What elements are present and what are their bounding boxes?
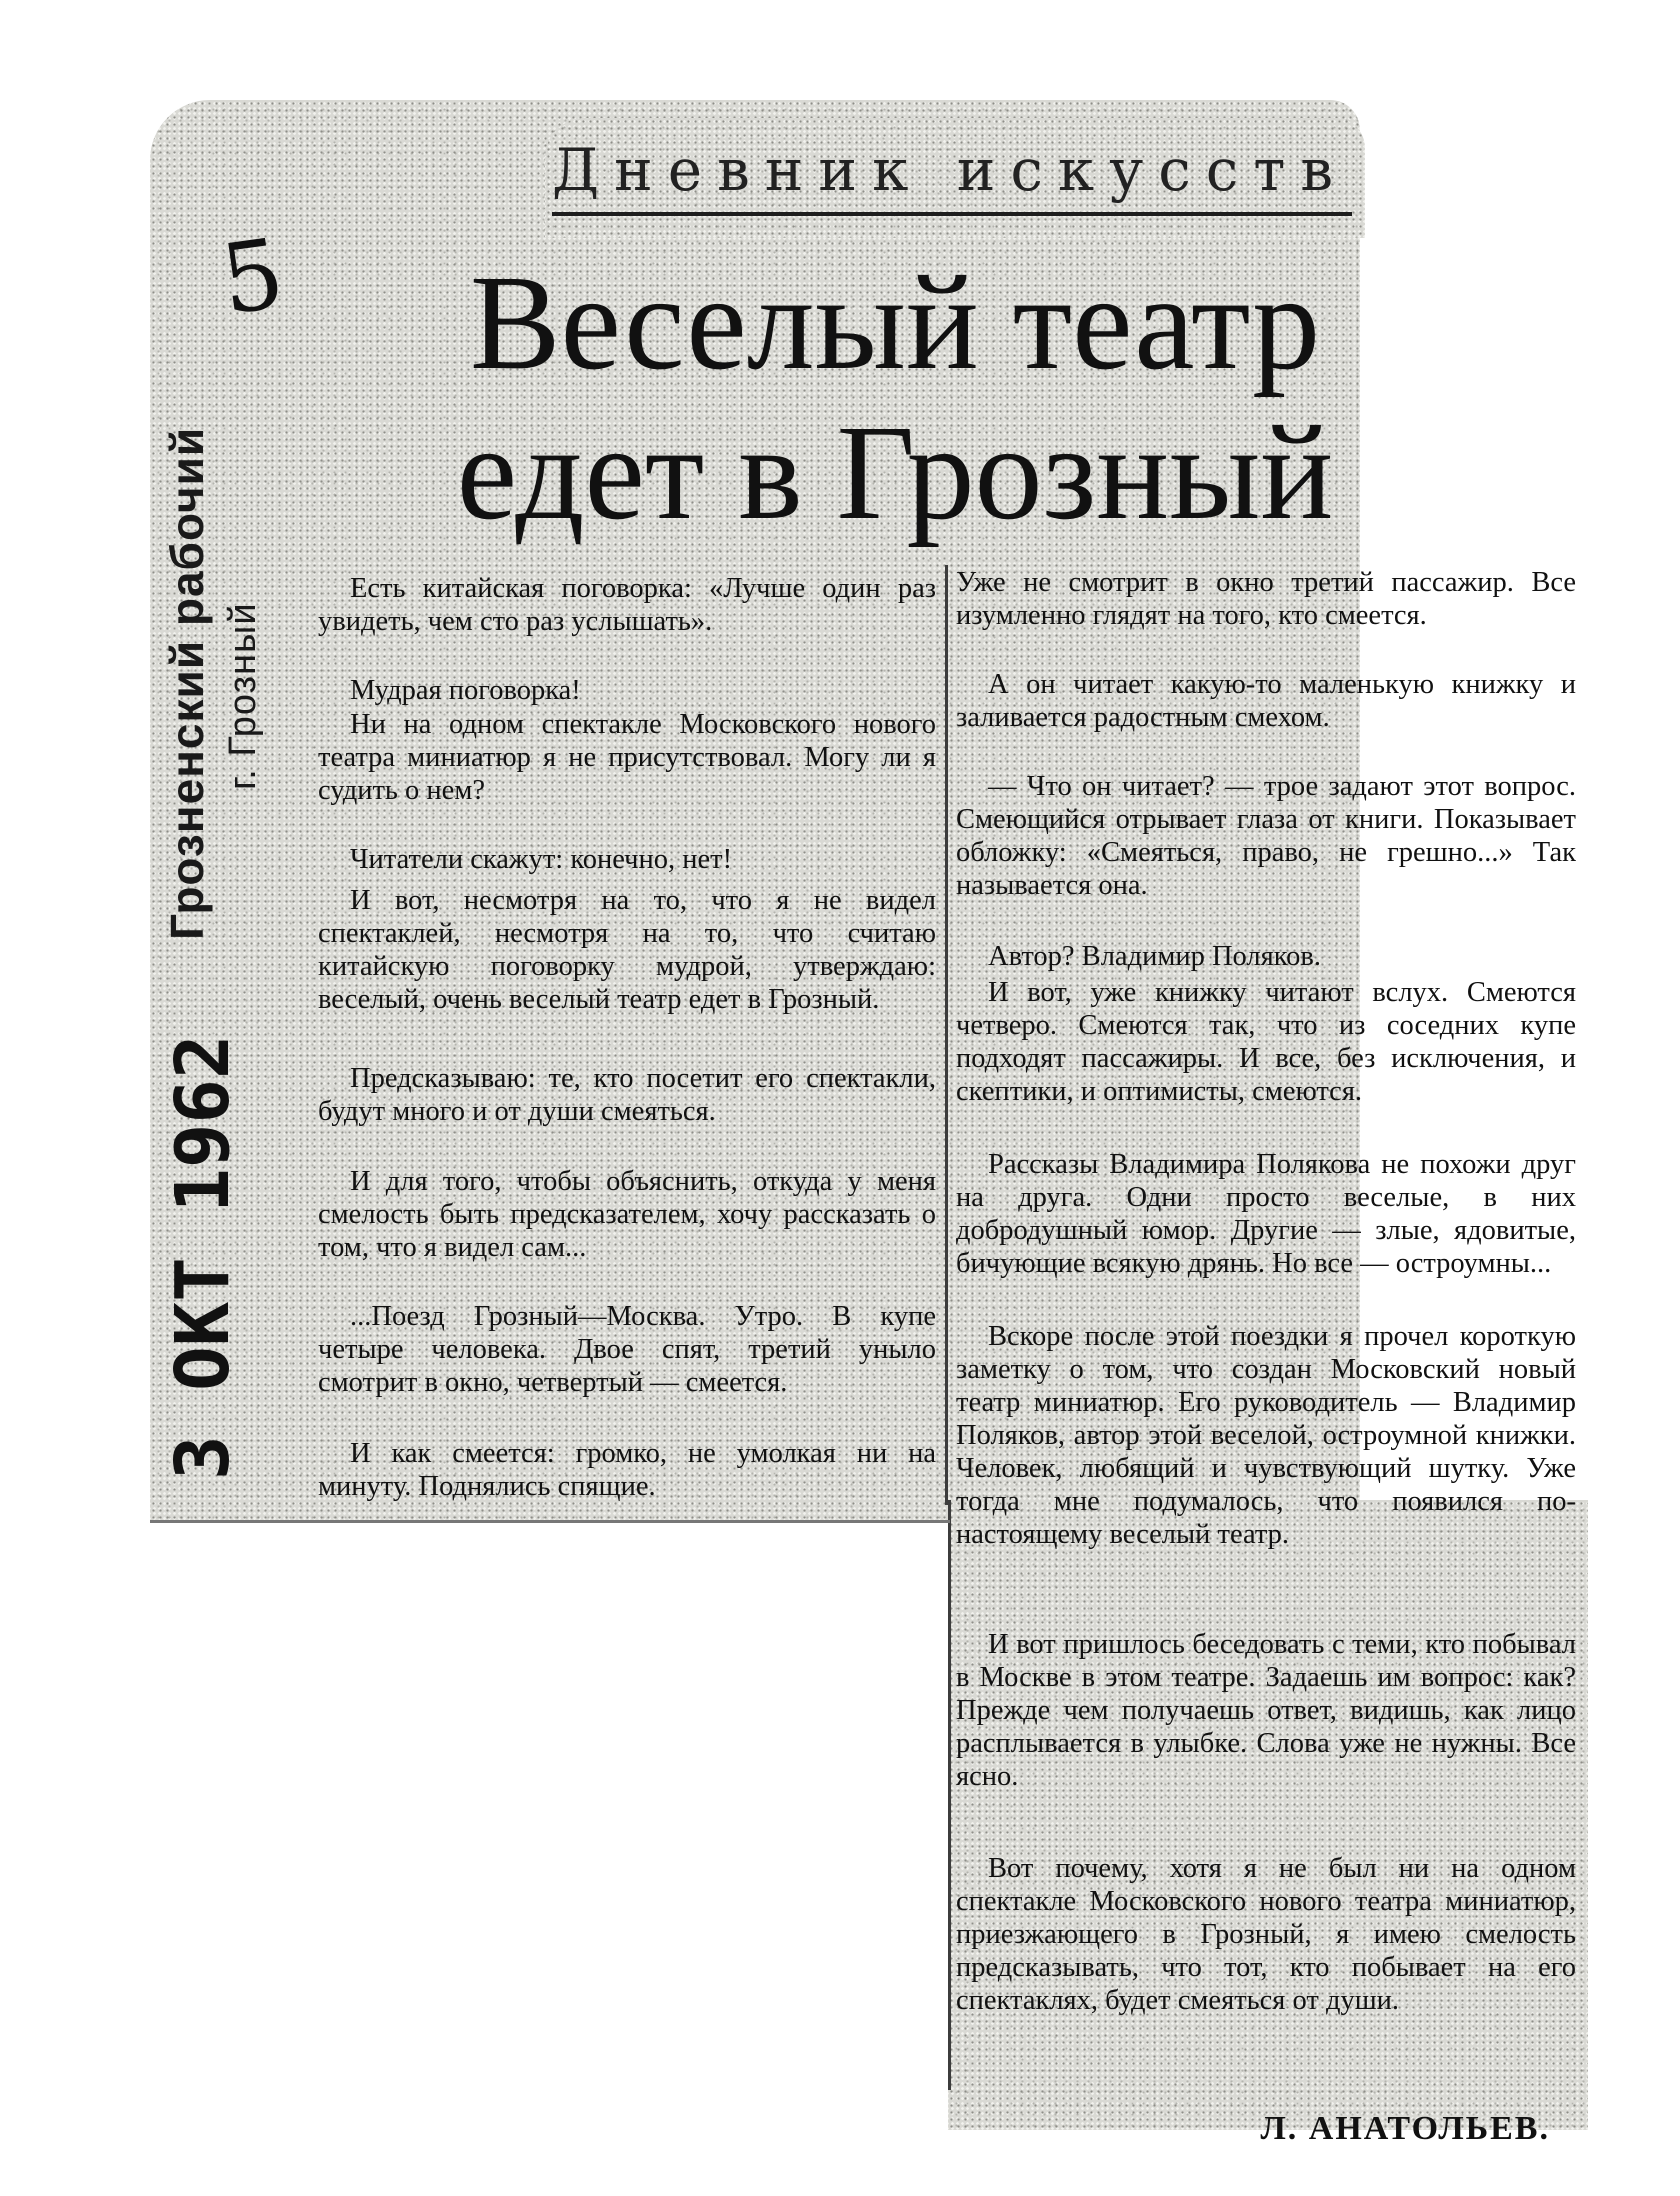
right-paragraph-7: Вскоре после этой поездки я прочел короткую заметку о том, что создан Московский новый театр миниатюр. Его руководитель — Владимир Поляков, автор этой веселой, остроумной книжки. Человек, любящий и чувствующий шутку. Уже тогда мне подумалось, что появился по-настоящему веселый театр. xyxy=(956,1321,1576,1550)
left-paragraph-3: Ни на одном спектакле Московского нового театра миниатюр я не присутствовал. Могу ли я судить о нем? xyxy=(318,709,936,806)
author-signature: Л. АНАТОЛЬЕВ. xyxy=(1260,2110,1550,2147)
rubric-underline xyxy=(552,212,1352,216)
left-paragraph-5: И вот, несмотря на то, что я не видел спектаклей, несмотря на то, что считаю китайскую поговорку мудрой, утверждаю: веселый, очень веселый театр едет в Грозный. xyxy=(318,885,936,1015)
left-paragraph-8: ...Поезд Грозный—Москва. Утро. В купе четыре человека. Двое спят, третий уныло смотрит в окно, четвертый — смеется. xyxy=(318,1301,936,1398)
headline-line-1: Веселый театр xyxy=(469,248,1321,398)
clipping-background-tail xyxy=(948,1500,1588,2130)
city-label: г. Грозный xyxy=(222,602,264,790)
right-paragraph-1: Уже не смотрит в окно третий пассажир. Все изумленно глядят на того, кто смеется. xyxy=(956,567,1576,631)
headline-line-2: едет в Грозный xyxy=(456,398,1334,548)
handwritten-number: 5 xyxy=(214,217,291,337)
right-paragraph-4: Автор? Владимир Поляков. xyxy=(988,941,1321,972)
column-divider xyxy=(945,565,948,1505)
section-rubric: Дневник искусств xyxy=(551,136,1348,204)
article-headline xyxy=(330,248,1460,548)
left-paragraph-6: Предсказываю: те, кто посетит его спектакли, будут много и от души смеяться. xyxy=(318,1063,936,1127)
clipping-cut-edge xyxy=(150,1520,950,1523)
right-paragraph-9: Вот почему, хотя я не был ни на одном спектакле Московского нового театра миниатюр, приезжающего в Грозный, я имею смелость предсказывать, что тот, кто побывает на его спектаклях, будет смеяться от души. xyxy=(956,1853,1576,2016)
date-stamp: 3 ОКТ 1962 xyxy=(160,1034,246,1480)
newspaper-name: Грозненский рабочий xyxy=(161,426,213,940)
right-paragraph-2: А он читает какую-то маленькую книжку и заливается радостным смехом. xyxy=(956,669,1576,733)
right-paragraph-3: — Что он читает? — трое задают этот вопрос. Смеющийся отрывает глаза от книги. Показывает обложку: «Смеяться, право, не грешно...» Так называется она. xyxy=(956,771,1576,901)
column-divider-lower xyxy=(948,1500,951,2090)
left-paragraph-4: Читатели скажут: конечно, нет! xyxy=(350,844,733,875)
left-paragraph-2: Мудрая поговорка! xyxy=(350,675,581,706)
left-paragraph-9: И как смеется: громко, не умолкая ни на минуту. Поднялись спящие. xyxy=(318,1438,936,1502)
right-paragraph-8: И вот пришлось беседовать с теми, кто побывал в Москве в этом театре. Задаешь им вопрос: как? Прежде чем получаешь ответ, видишь, как лицо расплывается в улыбке. Слова уже не нужны. Все ясно. xyxy=(956,1629,1576,1792)
left-paragraph-7: И для того, чтобы объяснить, откуда у меня смелость быть предсказателем, хочу рассказать о том, что я видел сам... xyxy=(318,1166,936,1263)
right-paragraph-6: Рассказы Владимира Полякова не похожи друг на друга. Одни просто веселые, в них добродушный юмор. Другие — злые, ядовитые, бичующие всякую дрянь. Но все — остроумны... xyxy=(956,1149,1576,1279)
right-paragraph-5: И вот, уже книжку читают вслух. Смеются четверо. Смеются так, что из соседних купе подходят пассажиры. И все, без исключения, и скептики, и оптимисты, смеются. xyxy=(956,977,1576,1107)
left-paragraph-1: Есть китайская поговорка: «Лучше один раз увидеть, чем сто раз услышать». xyxy=(318,573,936,637)
